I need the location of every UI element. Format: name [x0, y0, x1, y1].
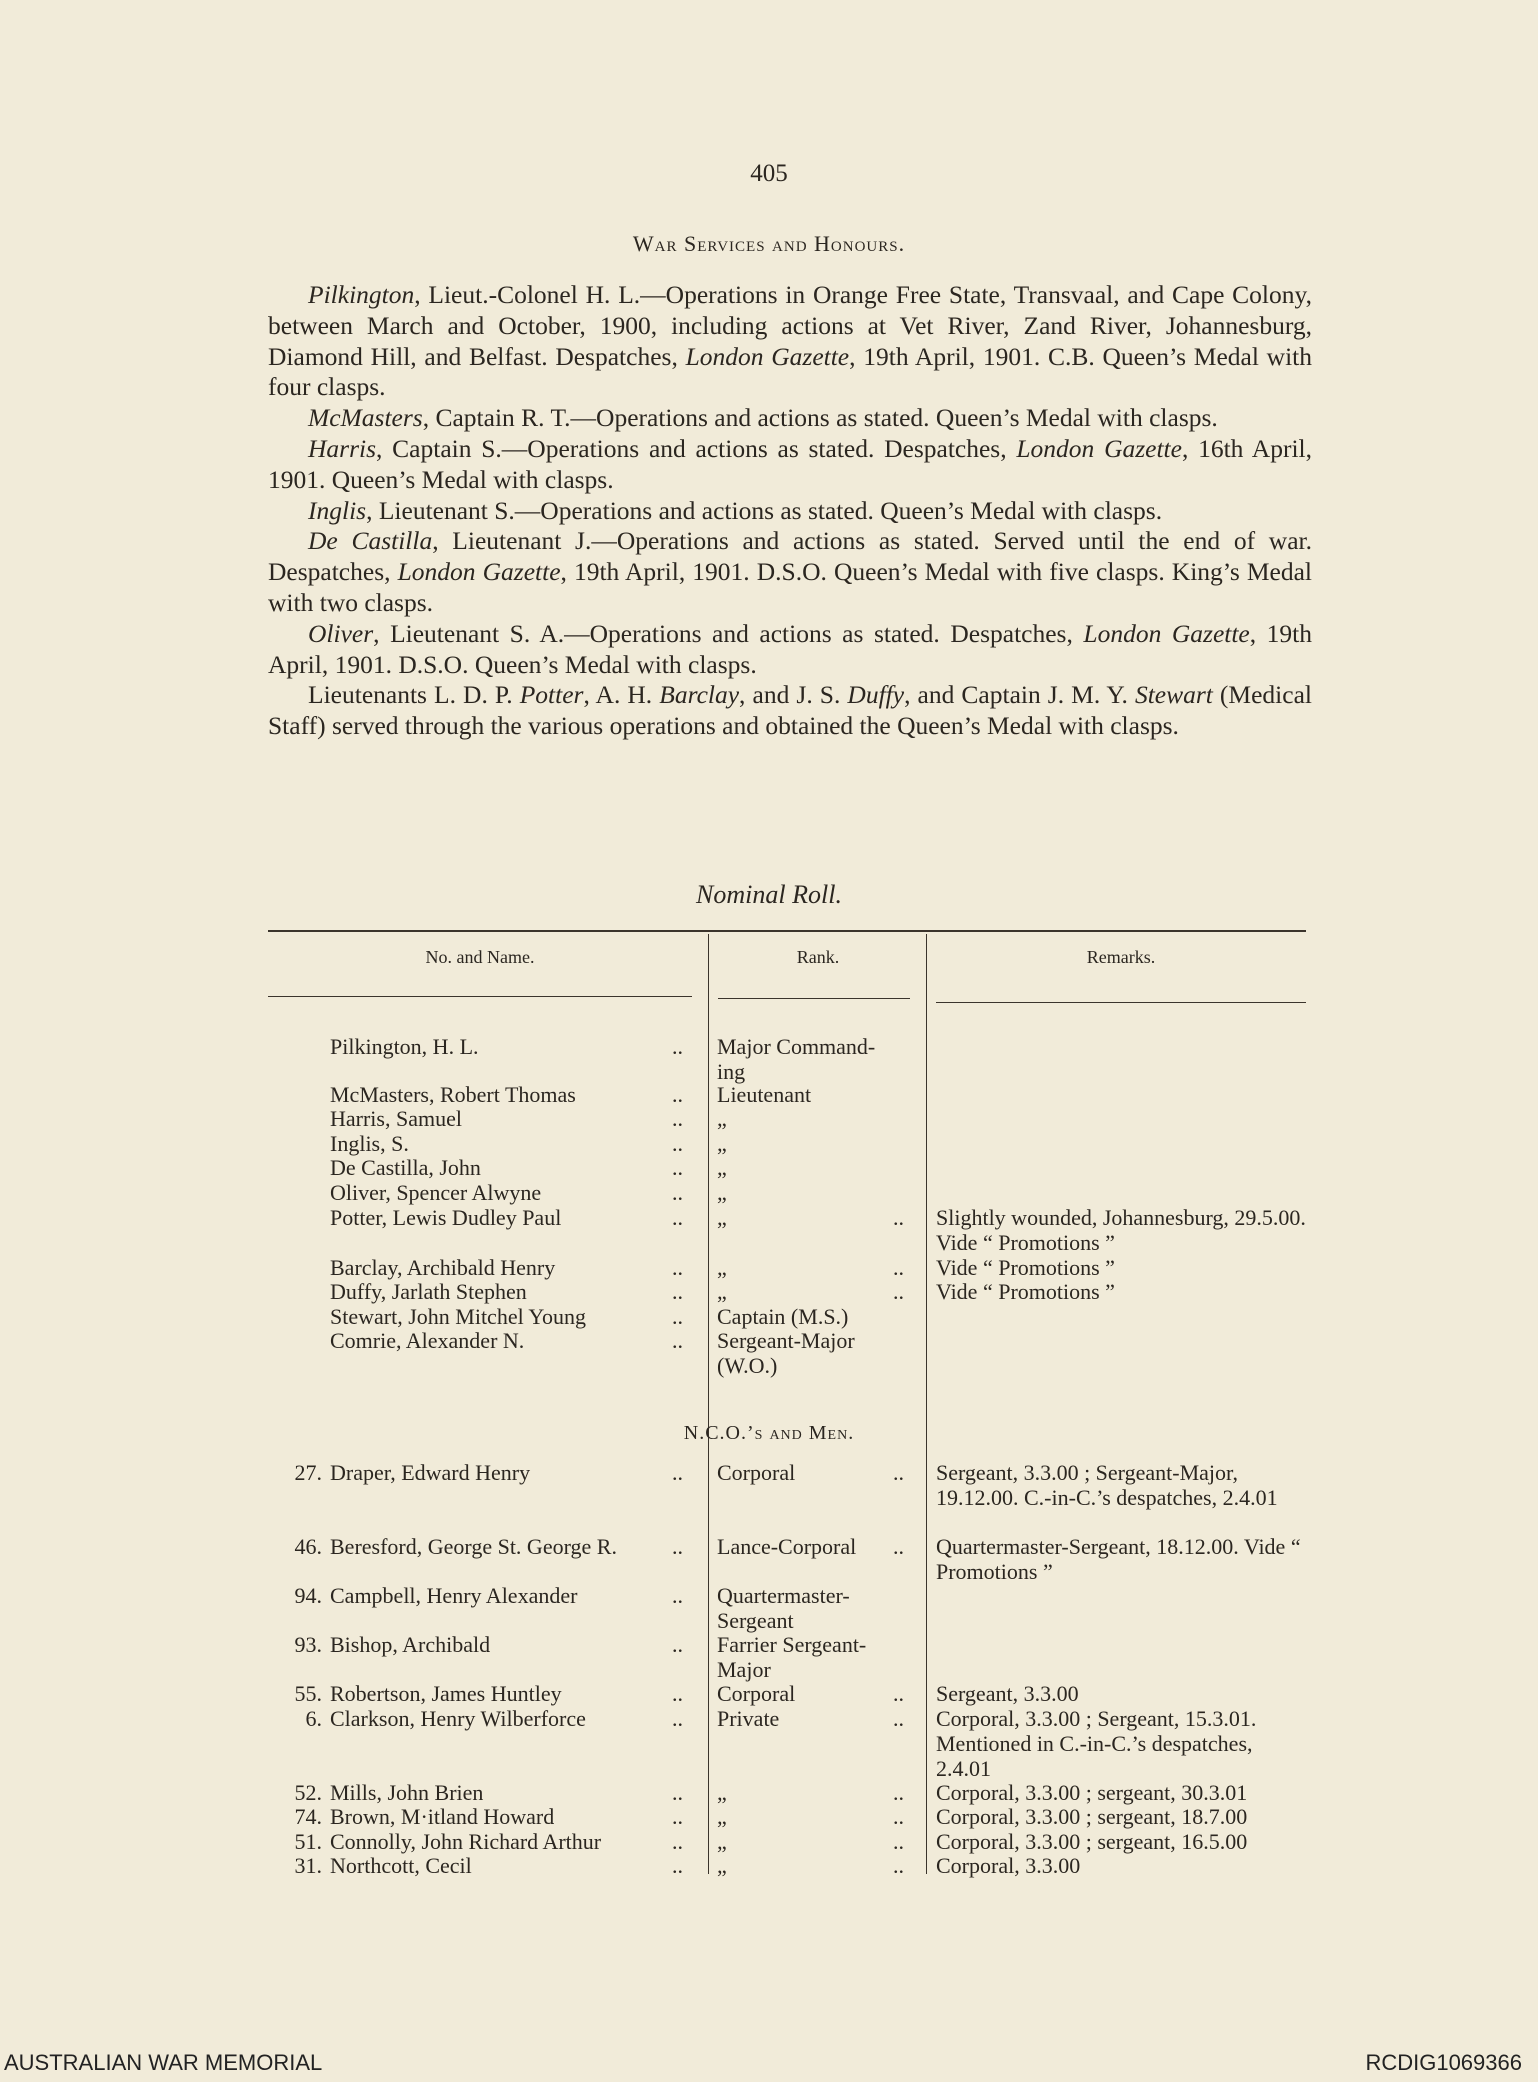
- member-name: Clarkson, Henry Wilberforce: [330, 1706, 586, 1731]
- member-remarks: Corporal, 3.3.00: [936, 1853, 1081, 1878]
- member-name: Brown, M·itland Howard: [330, 1804, 555, 1829]
- member-rank: „: [717, 1255, 727, 1280]
- member-rank: „: [717, 1106, 727, 1131]
- leader-dots: ..: [672, 1082, 683, 1107]
- member-rank: „: [717, 1853, 727, 1878]
- roll-title: Nominal Roll.: [696, 880, 842, 909]
- roll-number: 6.: [305, 1706, 322, 1731]
- leader-dots: ..: [893, 1706, 904, 1731]
- member-rank: „: [717, 1279, 727, 1304]
- leader-dots: ..: [672, 1780, 683, 1805]
- roll-number: 27.: [294, 1460, 322, 1485]
- member-remarks: Sergeant, 3.3.00: [936, 1681, 1079, 1706]
- roll-number: 31.: [294, 1853, 322, 1878]
- member-name: Beresford, George St. George R.: [330, 1534, 617, 1559]
- service-entry: Pilkington, Lieut.-Colonel H. L.—Operations in Orange Free State, Transvaal, and Cape Colony, between March and October, 1900, including actions at Vet River, Zand River, Johannesburg, Diamond Hill, and Belfast. Despatches, London Gazette, 19th April, 1901. C.B. Queen’s Medal with four clasps.: [268, 280, 1312, 402]
- member-name: Comrie, Alexander N.: [330, 1328, 525, 1353]
- member-name: Bishop, Archibald: [330, 1632, 491, 1657]
- leader-dots: ..: [672, 1155, 683, 1180]
- leader-dots: ..: [672, 1279, 683, 1304]
- leader-dots: ..: [893, 1681, 904, 1706]
- service-entry: Inglis, Lieutenant S.—Operations and actions as stated. Queen’s Medal with clasps.: [308, 495, 1163, 525]
- member-rank: Corporal: [717, 1681, 796, 1706]
- member-remarks: Quartermaster-Sergeant, 18.12.00. Vide “ Promotions ”: [936, 1534, 1301, 1584]
- leader-dots: ..: [672, 1804, 683, 1829]
- member-rank: „: [717, 1780, 727, 1805]
- leader-dots: ..: [672, 1706, 683, 1731]
- member-rank: Sergeant-Major (W.O.): [717, 1328, 855, 1378]
- member-rank: Corporal: [717, 1460, 796, 1485]
- roll-number: 52.: [294, 1780, 322, 1805]
- leader-dots: ..: [672, 1034, 683, 1059]
- column-separator: [926, 934, 927, 1874]
- member-name: Potter, Lewis Dudley Paul: [330, 1205, 562, 1230]
- member-name: McMasters, Robert Thomas: [330, 1082, 576, 1107]
- member-rank: Captain (M.S.): [717, 1304, 849, 1329]
- member-name: Harris, Samuel: [330, 1106, 462, 1131]
- member-remarks: Corporal, 3.3.00 ; sergeant, 30.3.01: [936, 1780, 1248, 1805]
- member-name: Mills, John Brien: [330, 1780, 484, 1805]
- member-name: Duffy, Jarlath Stephen: [330, 1279, 527, 1304]
- member-name: De Castilla, John: [330, 1155, 481, 1180]
- member-remarks: Corporal, 3.3.00 ; sergeant, 18.7.00: [936, 1804, 1248, 1829]
- table-top-rule: [268, 930, 1306, 932]
- service-entry: Harris, Captain S.—Operations and actions as stated. Despatches, London Gazette, 16th April, 1901. Queen’s Medal with clasps.: [268, 433, 1312, 494]
- section-title: War Services and Honours.: [632, 231, 906, 256]
- page-number: 405: [750, 160, 788, 187]
- column-header-name: No. and Name.: [425, 947, 535, 967]
- member-rank: Farrier Sergeant- Major: [717, 1632, 867, 1682]
- leader-dots: ..: [893, 1255, 904, 1280]
- footer-right: RCDIG1069366: [1365, 2050, 1522, 2075]
- leader-dots: ..: [672, 1460, 683, 1485]
- footer-left: AUSTRALIAN WAR MEMORIAL: [4, 2050, 323, 2075]
- member-rank: Major Command- ing: [717, 1034, 876, 1084]
- leader-dots: ..: [672, 1583, 683, 1608]
- member-rank: „: [717, 1131, 727, 1156]
- leader-dots: ..: [672, 1131, 683, 1156]
- member-remarks: Vide “ Promotions ”: [936, 1279, 1115, 1304]
- service-entry: Lieutenants L. D. P. Potter, A. H. Barclay, and J. S. Duffy, and Captain J. M. Y. Stewart (Medical Staff) served through the various operations and obtained the Queen’s Medal with clasps.: [268, 680, 1312, 741]
- member-remarks: Corporal, 3.3.00 ; sergeant, 16.5.00: [936, 1829, 1248, 1854]
- header-underline: [268, 996, 692, 997]
- nco-heading: N.C.O.’s and Men.: [683, 1422, 855, 1444]
- roll-number: 55.: [294, 1681, 322, 1706]
- leader-dots: ..: [893, 1460, 904, 1485]
- member-remarks: Sergeant, 3.3.00 ; Sergeant-Major, 19.12.00. C.-in-C.’s despatches, 2.4.01: [936, 1460, 1278, 1510]
- header-underline: [718, 998, 910, 999]
- leader-dots: ..: [672, 1328, 683, 1353]
- member-rank: Private: [717, 1706, 780, 1731]
- member-rank: „: [717, 1829, 727, 1854]
- leader-dots: ..: [672, 1304, 683, 1329]
- leader-dots: ..: [672, 1205, 683, 1230]
- service-entry: De Castilla, Lieutenant J.—Operations and actions as stated. Served until the end of war. Despatches, London Gazette, 19th April, 1901. D.S.O. Queen’s Medal with five clasps. King’s Medal with two clasps.: [268, 526, 1313, 617]
- leader-dots: ..: [893, 1853, 904, 1878]
- leader-dots: ..: [672, 1829, 683, 1854]
- member-remarks: Slightly wounded, Johannesburg, 29.5.00. Vide “ Promotions ”: [936, 1205, 1306, 1255]
- member-name: Draper, Edward Henry: [330, 1460, 531, 1485]
- service-entry: Oliver, Lieutenant S. A.—Operations and actions as stated. Despatches, London Gazette, 19th April, 1901. D.S.O. Queen’s Medal with clasps.: [268, 618, 1313, 679]
- leader-dots: ..: [893, 1534, 904, 1559]
- roll-number: 51.: [294, 1829, 322, 1854]
- member-remarks: Corporal, 3.3.00 ; Sergeant, 15.3.01. Mentioned in C.-in-C.’s despatches, 2.4.01: [936, 1706, 1257, 1781]
- leader-dots: ..: [672, 1106, 683, 1131]
- member-name: Robertson, James Huntley: [330, 1681, 562, 1706]
- member-rank: „: [717, 1804, 727, 1829]
- member-rank: „: [717, 1155, 727, 1180]
- member-name: Stewart, John Mitchel Young: [330, 1304, 587, 1329]
- member-name: Northcott, Cecil: [330, 1853, 472, 1878]
- leader-dots: ..: [893, 1829, 904, 1854]
- leader-dots: ..: [893, 1804, 904, 1829]
- roll-number: 94.: [294, 1583, 322, 1608]
- member-name: Connolly, John Richard Arthur: [330, 1829, 602, 1854]
- member-name: Inglis, S.: [330, 1131, 409, 1156]
- column-header-remarks: Remarks.: [1086, 947, 1156, 967]
- member-rank: „: [717, 1180, 727, 1205]
- column-header-rank: Rank.: [796, 947, 840, 967]
- member-rank: „: [717, 1205, 727, 1230]
- column-separator: [708, 934, 709, 1874]
- member-rank: Lance-Corporal: [717, 1534, 857, 1559]
- roll-number: 93.: [294, 1632, 322, 1657]
- leader-dots: ..: [893, 1780, 904, 1805]
- leader-dots: ..: [893, 1279, 904, 1304]
- leader-dots: ..: [672, 1632, 683, 1657]
- leader-dots: ..: [672, 1255, 683, 1280]
- member-rank: Lieutenant: [717, 1082, 812, 1107]
- leader-dots: ..: [893, 1205, 904, 1230]
- leader-dots: ..: [672, 1180, 683, 1205]
- leader-dots: ..: [672, 1853, 683, 1878]
- service-entry: McMasters, Captain R. T.—Operations and actions as stated. Queen’s Medal with clasps.: [308, 403, 1218, 433]
- member-remarks: Vide “ Promotions ”: [936, 1255, 1115, 1280]
- leader-dots: ..: [672, 1534, 683, 1559]
- member-name: Pilkington, H. L.: [330, 1034, 479, 1059]
- member-rank: Quartermaster- Sergeant: [717, 1583, 850, 1633]
- leader-dots: ..: [672, 1681, 683, 1706]
- roll-number: 46.: [294, 1534, 322, 1559]
- header-underline: [936, 1002, 1306, 1003]
- roll-number: 74.: [294, 1804, 322, 1829]
- war-services-text: [268, 280, 1312, 742]
- member-name: Campbell, Henry Alexander: [330, 1583, 578, 1608]
- member-name: Oliver, Spencer Alwyne: [330, 1180, 542, 1205]
- member-name: Barclay, Archibald Henry: [330, 1255, 556, 1280]
